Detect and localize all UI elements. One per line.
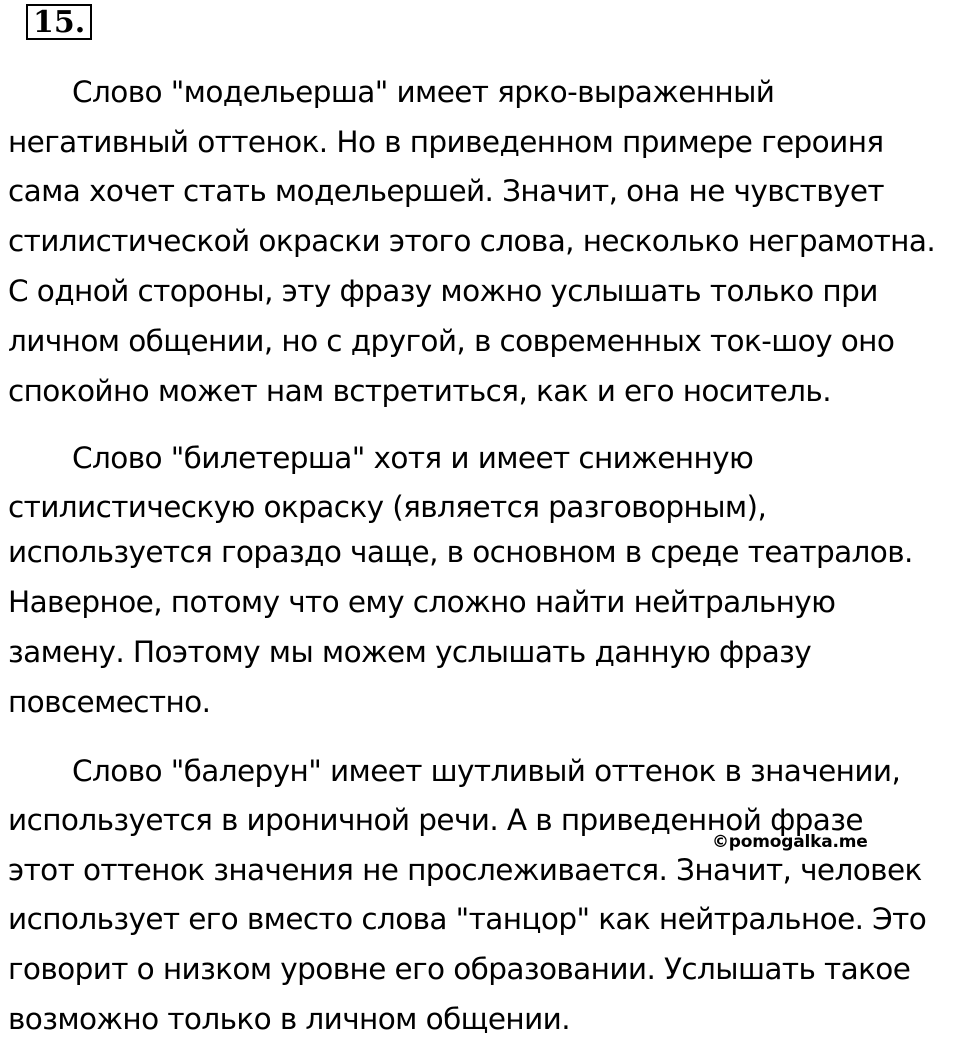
text-line: Наверное, потому что ему сложно найти нейтральную [8,585,836,619]
text-line: спокойно может нам встретиться, как и его носитель. [8,374,831,408]
text-line: Слово "билетерша" хотя и имеет сниженную [72,441,754,475]
text-line: стилистическую окраску (является разговорным), [8,490,767,524]
text-line: стилистической окраски этого слова, несколько неграмотна. [8,224,936,258]
text-line: негативный оттенок. Но в приведенном примере героиня [8,125,884,159]
text-line: возможно только в личном общении. [8,1002,571,1036]
watermark-text: ©pomogalka.me [712,832,868,852]
text-line: используется в ироничной речи. А в приведенной фразе [8,803,863,837]
text-line: С одной стороны, эту фразу можно услышать только при [8,274,878,308]
text-line: используется гораздо чаще, в основном в среде театралов. [8,535,913,569]
text-line: Слово "балерун" имеет шутливый оттенок в значении, [72,754,901,788]
text-line: личном общении, но с другой, в современных ток-шоу оно [8,324,895,358]
text-line: повсеместно. [8,685,211,719]
text-line: замену. Поэтому мы можем услышать данную фразу [8,635,812,669]
task-number-box: 15. [26,4,92,40]
text-line: этот оттенок значения не прослеживается. Значит, человек [8,853,922,887]
text-line: Слово "модельерша" имеет ярко-выраженный [72,75,775,109]
text-line: говорит о низком уровне его образовании. Услышать такое [8,952,911,986]
text-line: сама хочет стать модельершей. Значит, она не чувствует [8,174,884,208]
text-line: использует его вместо слова "танцор" как нейтральное. Это [8,902,927,936]
